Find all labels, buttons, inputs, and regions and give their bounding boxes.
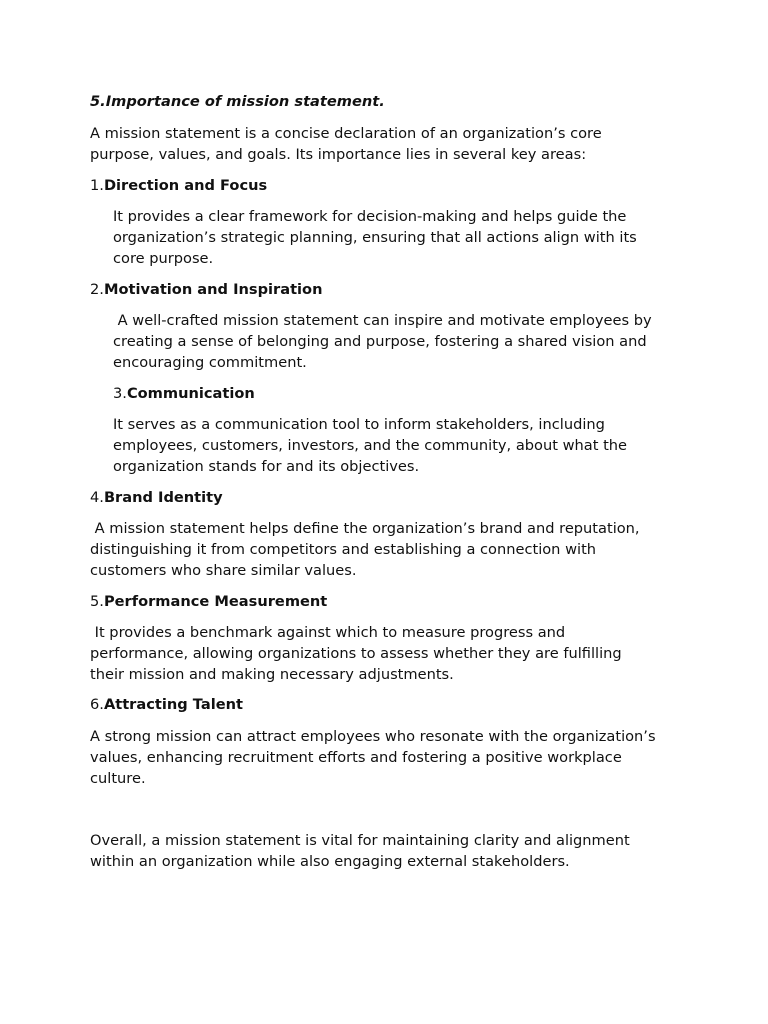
section-heading-text: Attracting Talent bbox=[103, 696, 243, 713]
section-number: 6. bbox=[90, 696, 104, 713]
section-heading bbox=[90, 487, 223, 508]
section-body-line: encouraging commitment. bbox=[113, 354, 307, 371]
conclusion-line: Overall, a mission statement is vital for maintaining clarity and alignment bbox=[90, 832, 630, 849]
section-body-line: distinguishing it from competitors and establishing a connection with bbox=[90, 541, 597, 558]
section-heading-text: Performance Measurement bbox=[103, 593, 328, 610]
section-body-line: A strong mission can attract employees who resonate with the organization’s bbox=[90, 728, 656, 745]
section-heading-text: Communication bbox=[126, 385, 255, 402]
conclusion-line: within an organization while also engaging external stakeholders. bbox=[90, 853, 570, 870]
section-body-line: A mission statement helps define the organization’s brand and reputation, bbox=[90, 520, 640, 537]
intro-line: A mission statement is a concise declaration of an organization’s core bbox=[90, 125, 602, 142]
section-number: 2. bbox=[90, 281, 104, 298]
section-body-line: organization stands for and its objectives. bbox=[113, 458, 420, 475]
section-body-line: employees, customers, investors, and the community, about what the bbox=[113, 437, 628, 454]
section-number: 5. bbox=[90, 593, 104, 610]
section-heading-text: Brand Identity bbox=[103, 489, 223, 506]
section-heading bbox=[90, 591, 327, 612]
intro-line: purpose, values, and goals. Its importance lies in several key areas: bbox=[90, 146, 587, 163]
section-body-line: customers who share similar values. bbox=[90, 562, 357, 579]
section-heading bbox=[113, 383, 255, 404]
section-number: 4. bbox=[90, 489, 104, 506]
section-number: 3. bbox=[113, 385, 127, 402]
section-body-line: core purpose. bbox=[113, 250, 214, 267]
document-title: 5.Importance of mission statement. bbox=[90, 93, 385, 110]
section-body-line: culture. bbox=[90, 770, 146, 787]
section-heading bbox=[90, 279, 322, 300]
section-body-line: organization’s strategic planning, ensuring that all actions align with its bbox=[113, 229, 637, 246]
section-number: 1. bbox=[90, 177, 104, 194]
section-body-line: It provides a benchmark against which to measure progress and bbox=[90, 624, 566, 641]
section-body-line: A well-crafted mission statement can inspire and motivate employees by bbox=[113, 312, 652, 329]
section-heading-text: Direction and Focus bbox=[103, 177, 268, 194]
section-body-line: their mission and making necessary adjustments. bbox=[90, 666, 454, 683]
section-heading bbox=[90, 694, 243, 715]
section-heading bbox=[90, 175, 267, 196]
section-body-line: values, enhancing recruitment efforts and fostering a positive workplace bbox=[90, 749, 622, 766]
section-body-line: It provides a clear framework for decision-making and helps guide the bbox=[113, 208, 627, 225]
section-body-line: performance, allowing organizations to assess whether they are fulfilling bbox=[90, 645, 622, 662]
section-body-line: It serves as a communication tool to inform stakeholders, including bbox=[113, 416, 605, 433]
section-heading-text: Motivation and Inspiration bbox=[103, 281, 323, 298]
section-body-line: creating a sense of belonging and purpose, fostering a shared vision and bbox=[113, 333, 647, 350]
